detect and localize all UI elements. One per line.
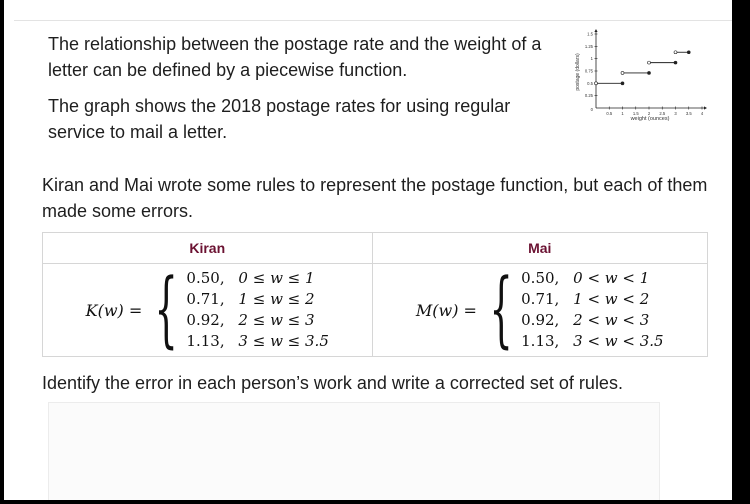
x-tick-label: 3: [674, 111, 677, 116]
intro-text: [48, 31, 568, 155]
brace: {: [154, 262, 179, 357]
y-tick-label: 1: [590, 56, 593, 62]
data-marks: [595, 51, 691, 85]
case-value: 0.50,: [521, 269, 560, 287]
x-axis-label: weight (ounces): [630, 116, 670, 122]
segment-start-point: [674, 51, 677, 54]
answer-input[interactable]: [48, 402, 660, 504]
y-axis-arrow: [594, 29, 597, 32]
x-tick-label: 3.5: [685, 111, 692, 116]
window-edge: [732, 0, 750, 504]
case-condition: 0 < w < 1: [573, 269, 650, 287]
case-row: [521, 310, 663, 331]
kiran-cases: [186, 268, 328, 352]
x-tick-label: 4: [700, 111, 704, 116]
work-table: [42, 232, 708, 357]
x-tick-label: 0.5: [606, 111, 613, 116]
case-row: [521, 289, 663, 310]
question-prompt: Identify the error in each person’s work and write a corrected set of rules.: [42, 373, 623, 393]
x-tick-label: 1.5: [632, 111, 639, 116]
mai-function-name: M(w) =: [415, 300, 477, 320]
case-condition: 0 ≤ w ≤ 1: [238, 269, 315, 287]
axes: [594, 29, 707, 110]
case-condition: 3 ≤ w ≤ 3.5: [238, 332, 329, 350]
y-tick-label: 0.75: [584, 68, 593, 74]
case-value: 0.50,: [186, 269, 225, 287]
case-condition: 2 ≤ w ≤ 3: [238, 311, 315, 329]
kiran-header: Kiran: [43, 233, 373, 264]
divider: [14, 20, 732, 21]
rules-intro: Kiran and Mai wrote some rules to represent the postage function, but each of them made some errors.: [42, 175, 708, 221]
segment-end-point: [674, 61, 677, 64]
case-row: [186, 331, 328, 352]
x-axis-arrow: [704, 106, 707, 109]
case-value: 0.92,: [521, 311, 560, 329]
postage-graph: [556, 22, 716, 130]
case-row: [521, 268, 663, 289]
case-condition: 1 ≤ w ≤ 2: [238, 290, 315, 308]
case-condition: 2 < w < 3: [573, 311, 650, 329]
intro-paragraph-1: The relationship between the postage rate and the weight of a letter can be defined by a piecewise function.: [48, 34, 542, 80]
case-condition: 1 < w < 2: [573, 290, 650, 308]
tick-labels: [585, 32, 704, 117]
x-tick-label: 2: [647, 111, 651, 116]
intro-paragraph-2: The graph shows the 2018 postage rates for using regular service to mail a letter.: [48, 96, 511, 142]
y-axis-label: postage (dollars): [575, 53, 581, 91]
segment-start-point: [595, 82, 598, 85]
segment-end-point: [648, 71, 651, 74]
kiran-cell: [43, 264, 373, 357]
case-value: 0.92,: [186, 311, 225, 329]
segment-start-point: [648, 61, 651, 64]
mai-cell: [372, 264, 708, 357]
kiran-function-name: K(w) =: [85, 300, 143, 320]
segment-end-point: [687, 51, 690, 54]
segment-end-point: [621, 82, 624, 85]
case-value: 0.71,: [186, 290, 225, 308]
segment-start-point: [621, 71, 624, 74]
window-edge: [0, 500, 750, 504]
x-tick-label: 1: [621, 111, 624, 116]
origin-label: 0: [590, 107, 593, 112]
case-row: [186, 268, 328, 289]
y-tick-label: 0.5: [587, 80, 593, 86]
case-row: [521, 331, 663, 352]
brace: {: [489, 262, 513, 357]
y-tick-label: 1.25: [584, 43, 593, 49]
mai-function: [373, 262, 708, 357]
case-value: 0.71,: [521, 290, 560, 308]
kiran-function: [43, 262, 372, 357]
case-value: 1.13,: [186, 332, 225, 350]
y-tick-label: 0.25: [584, 93, 593, 99]
case-value: 1.13,: [521, 332, 560, 350]
case-row: [186, 289, 328, 310]
case-condition: 3 < w < 3.5: [573, 332, 664, 350]
lesson-page: [4, 0, 732, 500]
mai-cases: [521, 268, 663, 352]
case-row: [186, 310, 328, 331]
mai-header: Mai: [372, 233, 708, 264]
y-tick-label: 1.5: [587, 31, 593, 37]
x-tick-label: 2.5: [659, 111, 666, 116]
